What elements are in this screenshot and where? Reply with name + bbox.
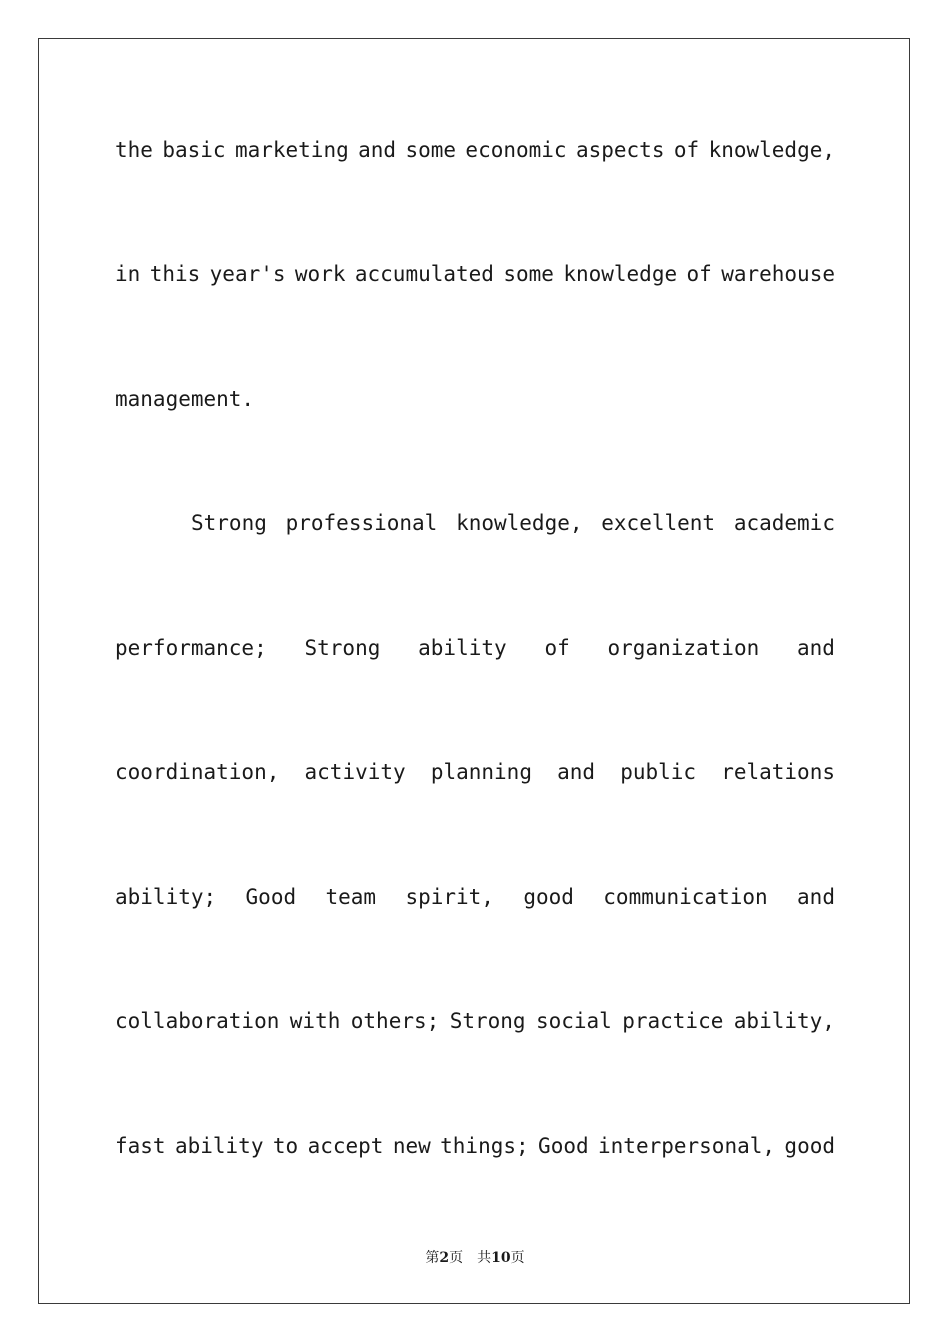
text-word: some	[503, 262, 554, 286]
text-line	[115, 136, 835, 164]
text-word: ability	[418, 636, 507, 660]
text-word: public	[620, 760, 697, 784]
text-word: knowledge,	[708, 138, 835, 162]
text-word: relations	[721, 760, 835, 784]
text-word: aspects	[575, 138, 665, 162]
text-line	[115, 385, 835, 413]
page-footer	[0, 1247, 950, 1267]
total-label-suffix: 页	[510, 1250, 525, 1266]
page-border	[38, 38, 910, 1304]
text-word: Good	[245, 885, 297, 909]
text-word: basic	[162, 138, 226, 162]
text-word: knowledge	[563, 262, 678, 286]
text-line	[191, 509, 835, 537]
text-line	[115, 634, 835, 662]
text-word: spirit,	[405, 885, 494, 909]
text-line	[115, 1007, 835, 1035]
text-word: and	[797, 885, 835, 909]
text-word: interpersonal,	[598, 1134, 776, 1158]
text-word: good	[784, 1134, 835, 1158]
text-word: in	[115, 262, 141, 286]
text-word: this	[149, 262, 201, 286]
text-word: to	[272, 1134, 299, 1158]
text-word: Strong	[449, 1009, 526, 1033]
text-word: professional	[285, 511, 438, 535]
text-word: coordination,	[115, 760, 280, 784]
text-word: fast	[115, 1134, 166, 1158]
text-word: collaboration	[115, 1009, 280, 1033]
text-word: things;	[440, 1134, 529, 1158]
text-word: excellent	[601, 511, 716, 535]
text-word: knowledge,	[456, 511, 583, 535]
text-word: others;	[350, 1009, 440, 1033]
text-word: team	[325, 885, 377, 909]
text-word: with	[289, 1009, 341, 1033]
text-word: Strong	[191, 511, 267, 535]
text-word: and	[797, 636, 835, 660]
text-line	[115, 1132, 835, 1160]
page-number: 2	[439, 1250, 450, 1266]
text-line	[115, 758, 835, 786]
text-word: good	[523, 885, 574, 909]
text-word: accept	[307, 1134, 384, 1158]
text-word: and	[557, 760, 596, 784]
text-word: planning	[430, 760, 532, 784]
text-word: ability	[174, 1134, 264, 1158]
text-word: warehouse	[721, 262, 835, 286]
text-word: accumulated	[354, 262, 494, 286]
text-word: year's	[209, 262, 286, 286]
text-word: economic	[465, 138, 567, 162]
text-word: communication	[603, 885, 768, 909]
text-word: management.	[115, 387, 255, 411]
text-word: academic	[733, 511, 835, 535]
total-pages: 10	[491, 1250, 511, 1266]
text-word: of	[544, 636, 570, 660]
text-word: ability,	[733, 1009, 835, 1033]
total-label-prefix: 共	[477, 1250, 492, 1266]
text-line	[115, 260, 835, 288]
text-word: social	[535, 1009, 612, 1033]
text-word: practice	[622, 1009, 724, 1033]
text-word: Strong	[304, 636, 381, 660]
text-word: ability;	[115, 885, 217, 909]
text-word: marketing	[234, 138, 349, 162]
text-word: Good	[538, 1134, 589, 1158]
text-word: activity	[304, 760, 406, 784]
text-word: performance;	[115, 636, 267, 660]
text-word: of	[686, 262, 712, 286]
text-word: and	[358, 138, 397, 162]
text-word: the	[115, 138, 153, 162]
text-word: organization	[607, 636, 760, 660]
text-word: of	[673, 138, 700, 162]
text-word: some	[405, 138, 457, 162]
text-word: work	[294, 262, 346, 286]
text-word: new	[392, 1134, 431, 1158]
text-line	[115, 883, 835, 911]
page-label-prefix: 第	[425, 1250, 440, 1266]
page-label-suffix: 页	[449, 1250, 464, 1266]
